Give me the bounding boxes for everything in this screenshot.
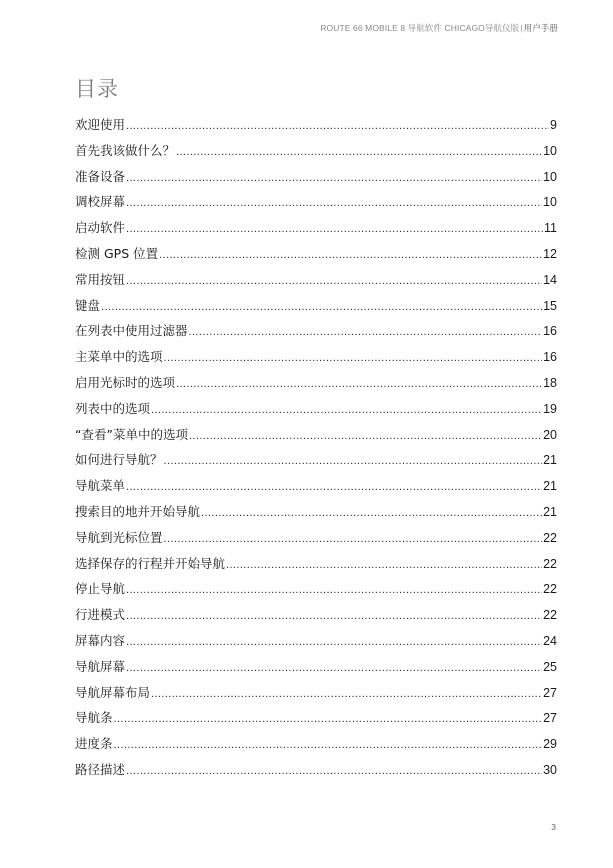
toc-entry-page: 10 <box>543 195 557 210</box>
toc-dot-leader <box>151 684 542 704</box>
toc-dot-leader <box>151 400 542 420</box>
toc-entry[interactable] <box>75 631 557 657</box>
toc-dot-leader <box>126 658 542 678</box>
header-nav-software: 导航软件 <box>407 23 443 33</box>
toc-entry[interactable] <box>75 683 557 709</box>
toc-entry-label: 停止导航 <box>75 581 126 597</box>
toc-entry[interactable] <box>75 244 557 270</box>
toc-entry-label: 行进模式 <box>75 607 126 623</box>
toc-entry-label: 准备设备 <box>75 168 126 184</box>
toc-dot-leader <box>164 529 543 549</box>
toc-entry-label: 选择保存的行程并开始导航 <box>75 555 226 571</box>
toc-entry-label: 常用按钮 <box>75 271 126 287</box>
toc-dot-leader <box>126 271 542 291</box>
toc-entry[interactable] <box>75 347 557 373</box>
toc-entry-page: 16 <box>543 324 557 339</box>
toc-entry-label: 在列表中使用过滤器 <box>75 323 188 339</box>
toc-entry-page: 22 <box>543 608 557 623</box>
toc-entry-label: 键盘 <box>75 297 101 313</box>
toc-entry-page: 21 <box>543 453 557 468</box>
toc-dot-leader <box>126 116 549 136</box>
header-manual: 用户手册 <box>523 23 558 33</box>
page-number: 3 <box>551 822 556 832</box>
toc-entry[interactable] <box>75 167 557 193</box>
toc-entry[interactable] <box>75 141 557 167</box>
toc-entry[interactable] <box>75 657 557 683</box>
header-nav-edition: 导航仪版 <box>484 23 520 33</box>
toc-dot-leader <box>201 503 542 523</box>
toc-dot-leader <box>126 219 543 239</box>
toc-entry-label: 导航屏幕布局 <box>75 684 151 700</box>
toc-entry-page: 20 <box>543 427 557 442</box>
toc-entry[interactable] <box>75 296 557 322</box>
toc-entry-label: 检测 GPS 位置 <box>75 245 159 261</box>
toc-entry-page: 11 <box>544 221 557 236</box>
toc-dot-leader <box>114 709 543 729</box>
toc-entry-label: 导航菜单 <box>75 478 126 494</box>
toc-entry-page: 9 <box>550 118 557 132</box>
toc-dot-leader <box>126 761 542 781</box>
toc-entry[interactable] <box>75 218 557 244</box>
toc-dot-leader <box>126 193 542 213</box>
toc-entry-label: 启动软件 <box>75 220 126 236</box>
toc-entry-label: 导航到光标位置 <box>75 529 163 545</box>
toc-entry[interactable] <box>75 192 557 218</box>
toc-dot-leader <box>176 374 542 394</box>
toc-entry-page: 14 <box>543 272 557 287</box>
toc-entry-label: 首先我该做什么？ <box>75 142 176 158</box>
toc-dot-leader <box>226 555 542 575</box>
toc-entry-page: 29 <box>543 737 557 752</box>
toc-dot-leader <box>164 348 543 368</box>
running-header <box>320 22 558 34</box>
toc-entry-page: 18 <box>543 375 557 390</box>
toc-entry-page: 12 <box>543 246 557 261</box>
toc-entry-page: 21 <box>543 504 557 519</box>
toc-entry[interactable] <box>75 579 557 605</box>
toc-entry-page: 22 <box>543 582 557 597</box>
toc-entry-page: 30 <box>543 762 557 777</box>
toc-entry[interactable] <box>75 760 557 786</box>
toc-entry-page: 25 <box>543 659 557 674</box>
toc-dot-leader <box>189 426 542 446</box>
toc-entry-page: 21 <box>543 479 557 494</box>
toc-entry-page: 24 <box>543 633 557 648</box>
header-edition: CHICAGO <box>444 23 485 33</box>
toc-entry-label: 如何进行导航？ <box>75 452 163 468</box>
toc-entry-label: 调校屏幕 <box>75 194 126 210</box>
toc-entry-page: 10 <box>543 143 557 158</box>
toc-list <box>75 115 557 786</box>
toc-entry-label: 搜索目的地并开始导航 <box>75 503 201 519</box>
toc-entry[interactable] <box>75 605 557 631</box>
toc-entry-page: 16 <box>543 350 557 365</box>
toc-entry-label: 屏幕内容 <box>75 632 126 648</box>
toc-entry-label: 进度条 <box>75 736 113 752</box>
toc-entry-label: 路径描述 <box>75 761 126 777</box>
header-separator: | <box>520 23 523 33</box>
toc-entry[interactable] <box>75 450 557 476</box>
toc-entry-label: 欢迎使用 <box>75 117 126 132</box>
toc-entry[interactable] <box>75 708 557 734</box>
toc-dot-leader <box>126 477 542 497</box>
toc-dot-leader <box>189 322 543 342</box>
toc-entry-page: 15 <box>543 298 557 313</box>
toc-dot-leader <box>159 245 542 265</box>
toc-entry-label: 主菜单中的选项 <box>75 349 163 365</box>
toc-entry[interactable] <box>75 502 557 528</box>
toc-dot-leader <box>176 142 542 162</box>
toc-entry[interactable] <box>75 115 557 141</box>
toc-entry-label: 导航屏幕 <box>75 658 126 674</box>
toc-dot-leader <box>126 606 542 626</box>
toc-entry[interactable] <box>75 734 557 760</box>
toc-entry[interactable] <box>75 373 557 399</box>
toc-entry-label: 列表中的选项 <box>75 400 151 416</box>
toc-entry-label: 启用光标时的选项 <box>75 374 176 390</box>
toc-dot-leader <box>126 580 542 600</box>
toc-entry[interactable] <box>75 399 557 425</box>
toc-entry-page: 19 <box>543 401 557 416</box>
toc-entry[interactable] <box>75 554 557 580</box>
toc-entry[interactable] <box>75 425 557 451</box>
toc-entry-label: “查看”菜单中的选项 <box>75 426 188 442</box>
toc-entry-page: 27 <box>543 711 557 726</box>
toc-entry[interactable] <box>75 321 557 347</box>
toc-entry-page: 22 <box>543 530 557 545</box>
toc-entry[interactable] <box>75 270 557 296</box>
toc-entry[interactable] <box>75 476 557 502</box>
toc-dot-leader <box>126 168 542 188</box>
header-product: ROUTE 66 MOBILE 8 <box>320 23 406 33</box>
toc-entry-page: 22 <box>543 556 557 571</box>
toc-dot-leader <box>164 451 543 471</box>
toc-entry-page: 10 <box>543 169 557 184</box>
toc-title: 目录 <box>75 77 119 101</box>
toc-entry[interactable] <box>75 528 557 554</box>
toc-entry-label: 导航条 <box>75 710 113 726</box>
toc-dot-leader <box>101 297 542 317</box>
toc-entry-page: 27 <box>543 685 557 700</box>
toc-dot-leader <box>126 632 542 652</box>
toc-dot-leader <box>114 735 543 755</box>
